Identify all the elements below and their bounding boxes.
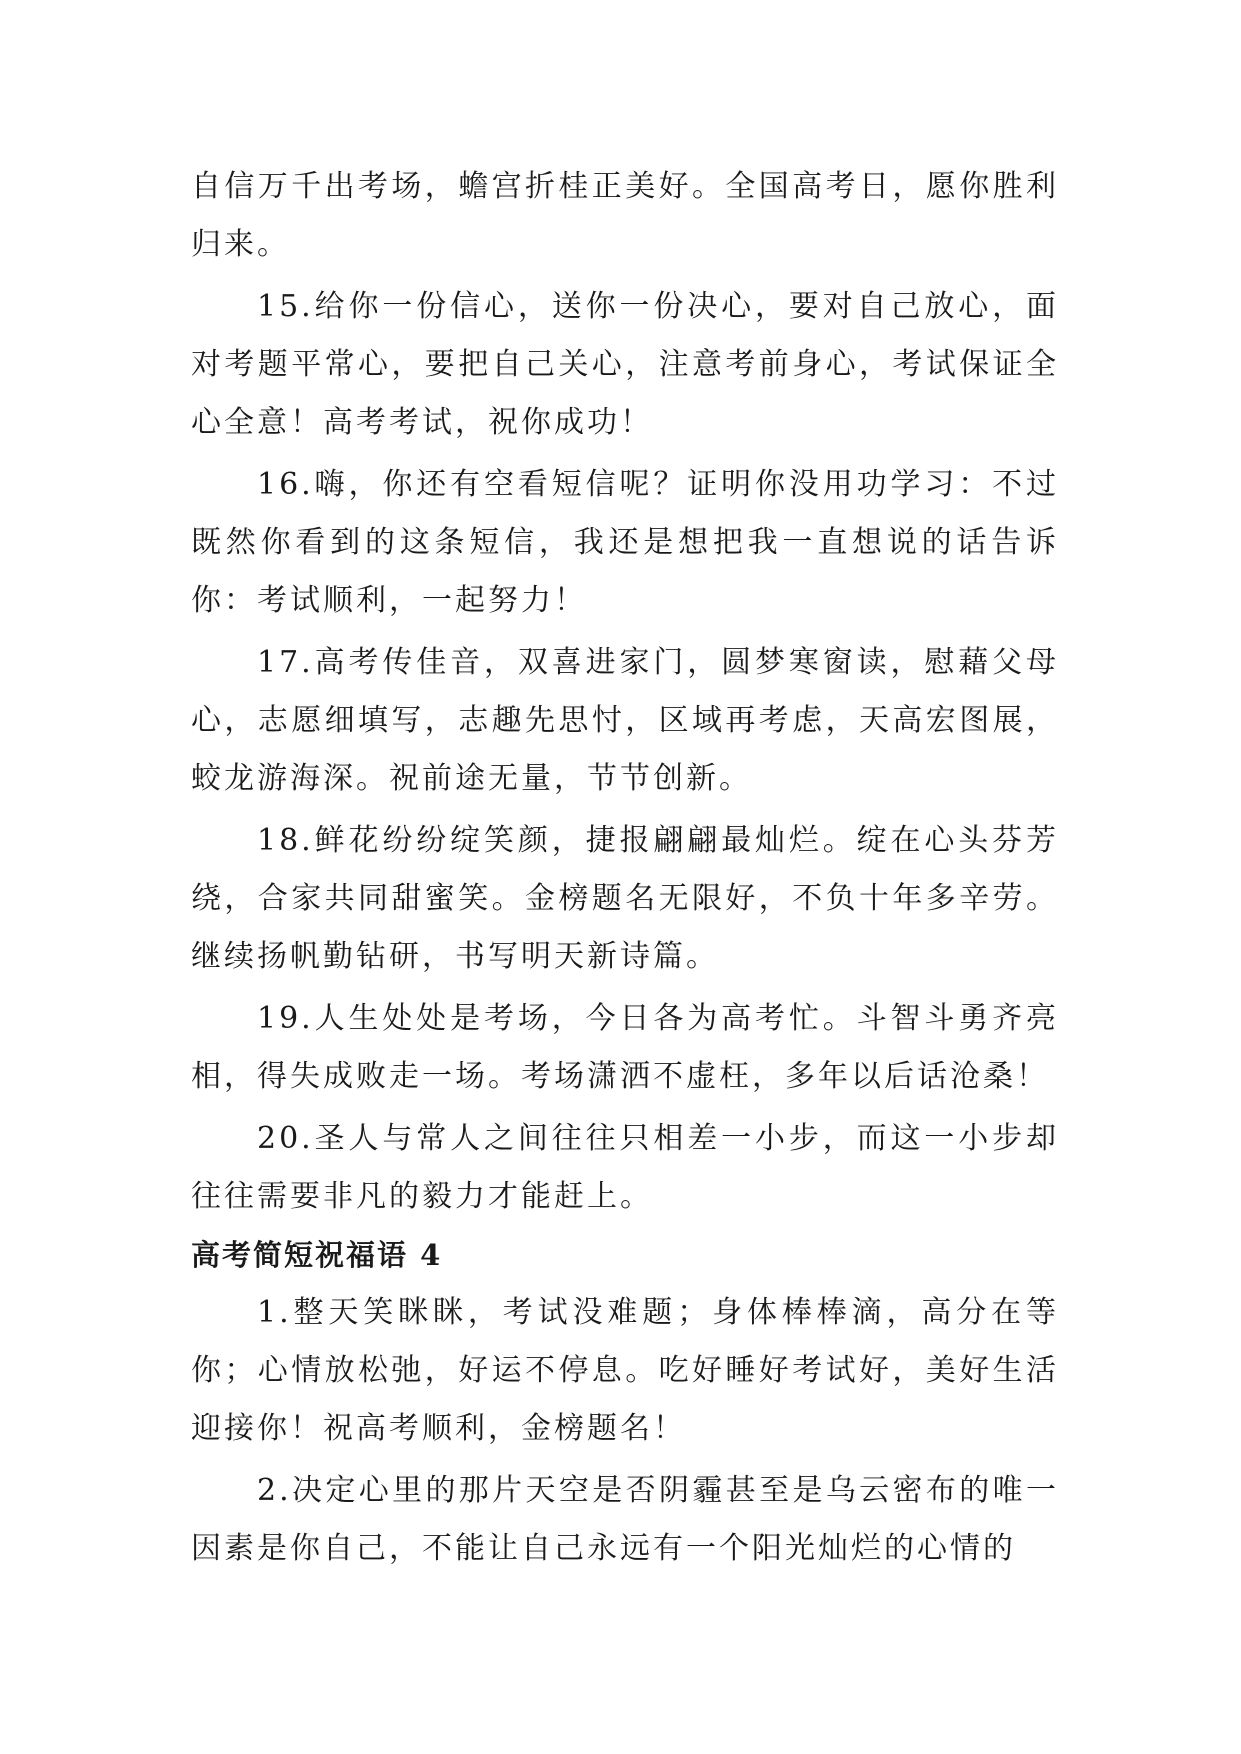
paragraph-16: 16.嗨，你还有空看短信呢？证明你没用功学习：不过既然你看到的这条短信，我还是想把我一直想说的话告诉你：考试顺利，一起努力！ xyxy=(191,467,1059,618)
document-page xyxy=(191,158,1059,1578)
paragraph-20: 20.圣人与常人之间往往只相差一小步，而这一小步却往往需要非凡的毅力才能赶上。 xyxy=(191,1121,1059,1214)
paragraph-14-continuation: 自信万千出考场，蟾宫折桂正美好。全国高考日，愿你胜利归来。 xyxy=(191,169,1059,262)
section-paragraph-2: 2.决定心里的那片天空是否阴霾甚至是乌云密布的唯一因素是你自己，不能让自己永远有一个阳光灿烂的心情的 xyxy=(191,1473,1059,1566)
paragraph-17: 17.高考传佳音，双喜进家门，圆梦寒窗读，慰藉父母心，志愿细填写，志趣先思忖，区域再考虑，天高宏图展，蛟龙游海深。祝前途无量，节节创新。 xyxy=(191,645,1059,796)
section-paragraph-1: 1.整天笑眯眯，考试没难题；身体棒棒滴，高分在等你；心情放松弛，好运不停息。吃好睡好考试好，美好生活迎接你！祝高考顺利，金榜题名！ xyxy=(191,1295,1059,1446)
paragraph-18: 18.鲜花纷纷绽笑颜，捷报翩翩最灿烂。绽在心头芬芳绕，合家共同甜蜜笑。金榜题名无限好，不负十年多辛劳。继续扬帆勤钻研，书写明天新诗篇。 xyxy=(191,823,1059,974)
paragraph-15: 15.给你一份信心，送你一份决心，要对自己放心，面对考题平常心，要把自己关心，注意考前身心，考试保证全心全意！高考考试，祝你成功！ xyxy=(191,289,1059,440)
paragraph-19: 19.人生处处是考场，今日各为高考忙。斗智斗勇齐亮相，得失成败走一场。考场潇洒不虚枉，多年以后话沧桑！ xyxy=(191,1001,1059,1094)
section-heading: 高考简短祝福语 4 xyxy=(191,1238,443,1272)
